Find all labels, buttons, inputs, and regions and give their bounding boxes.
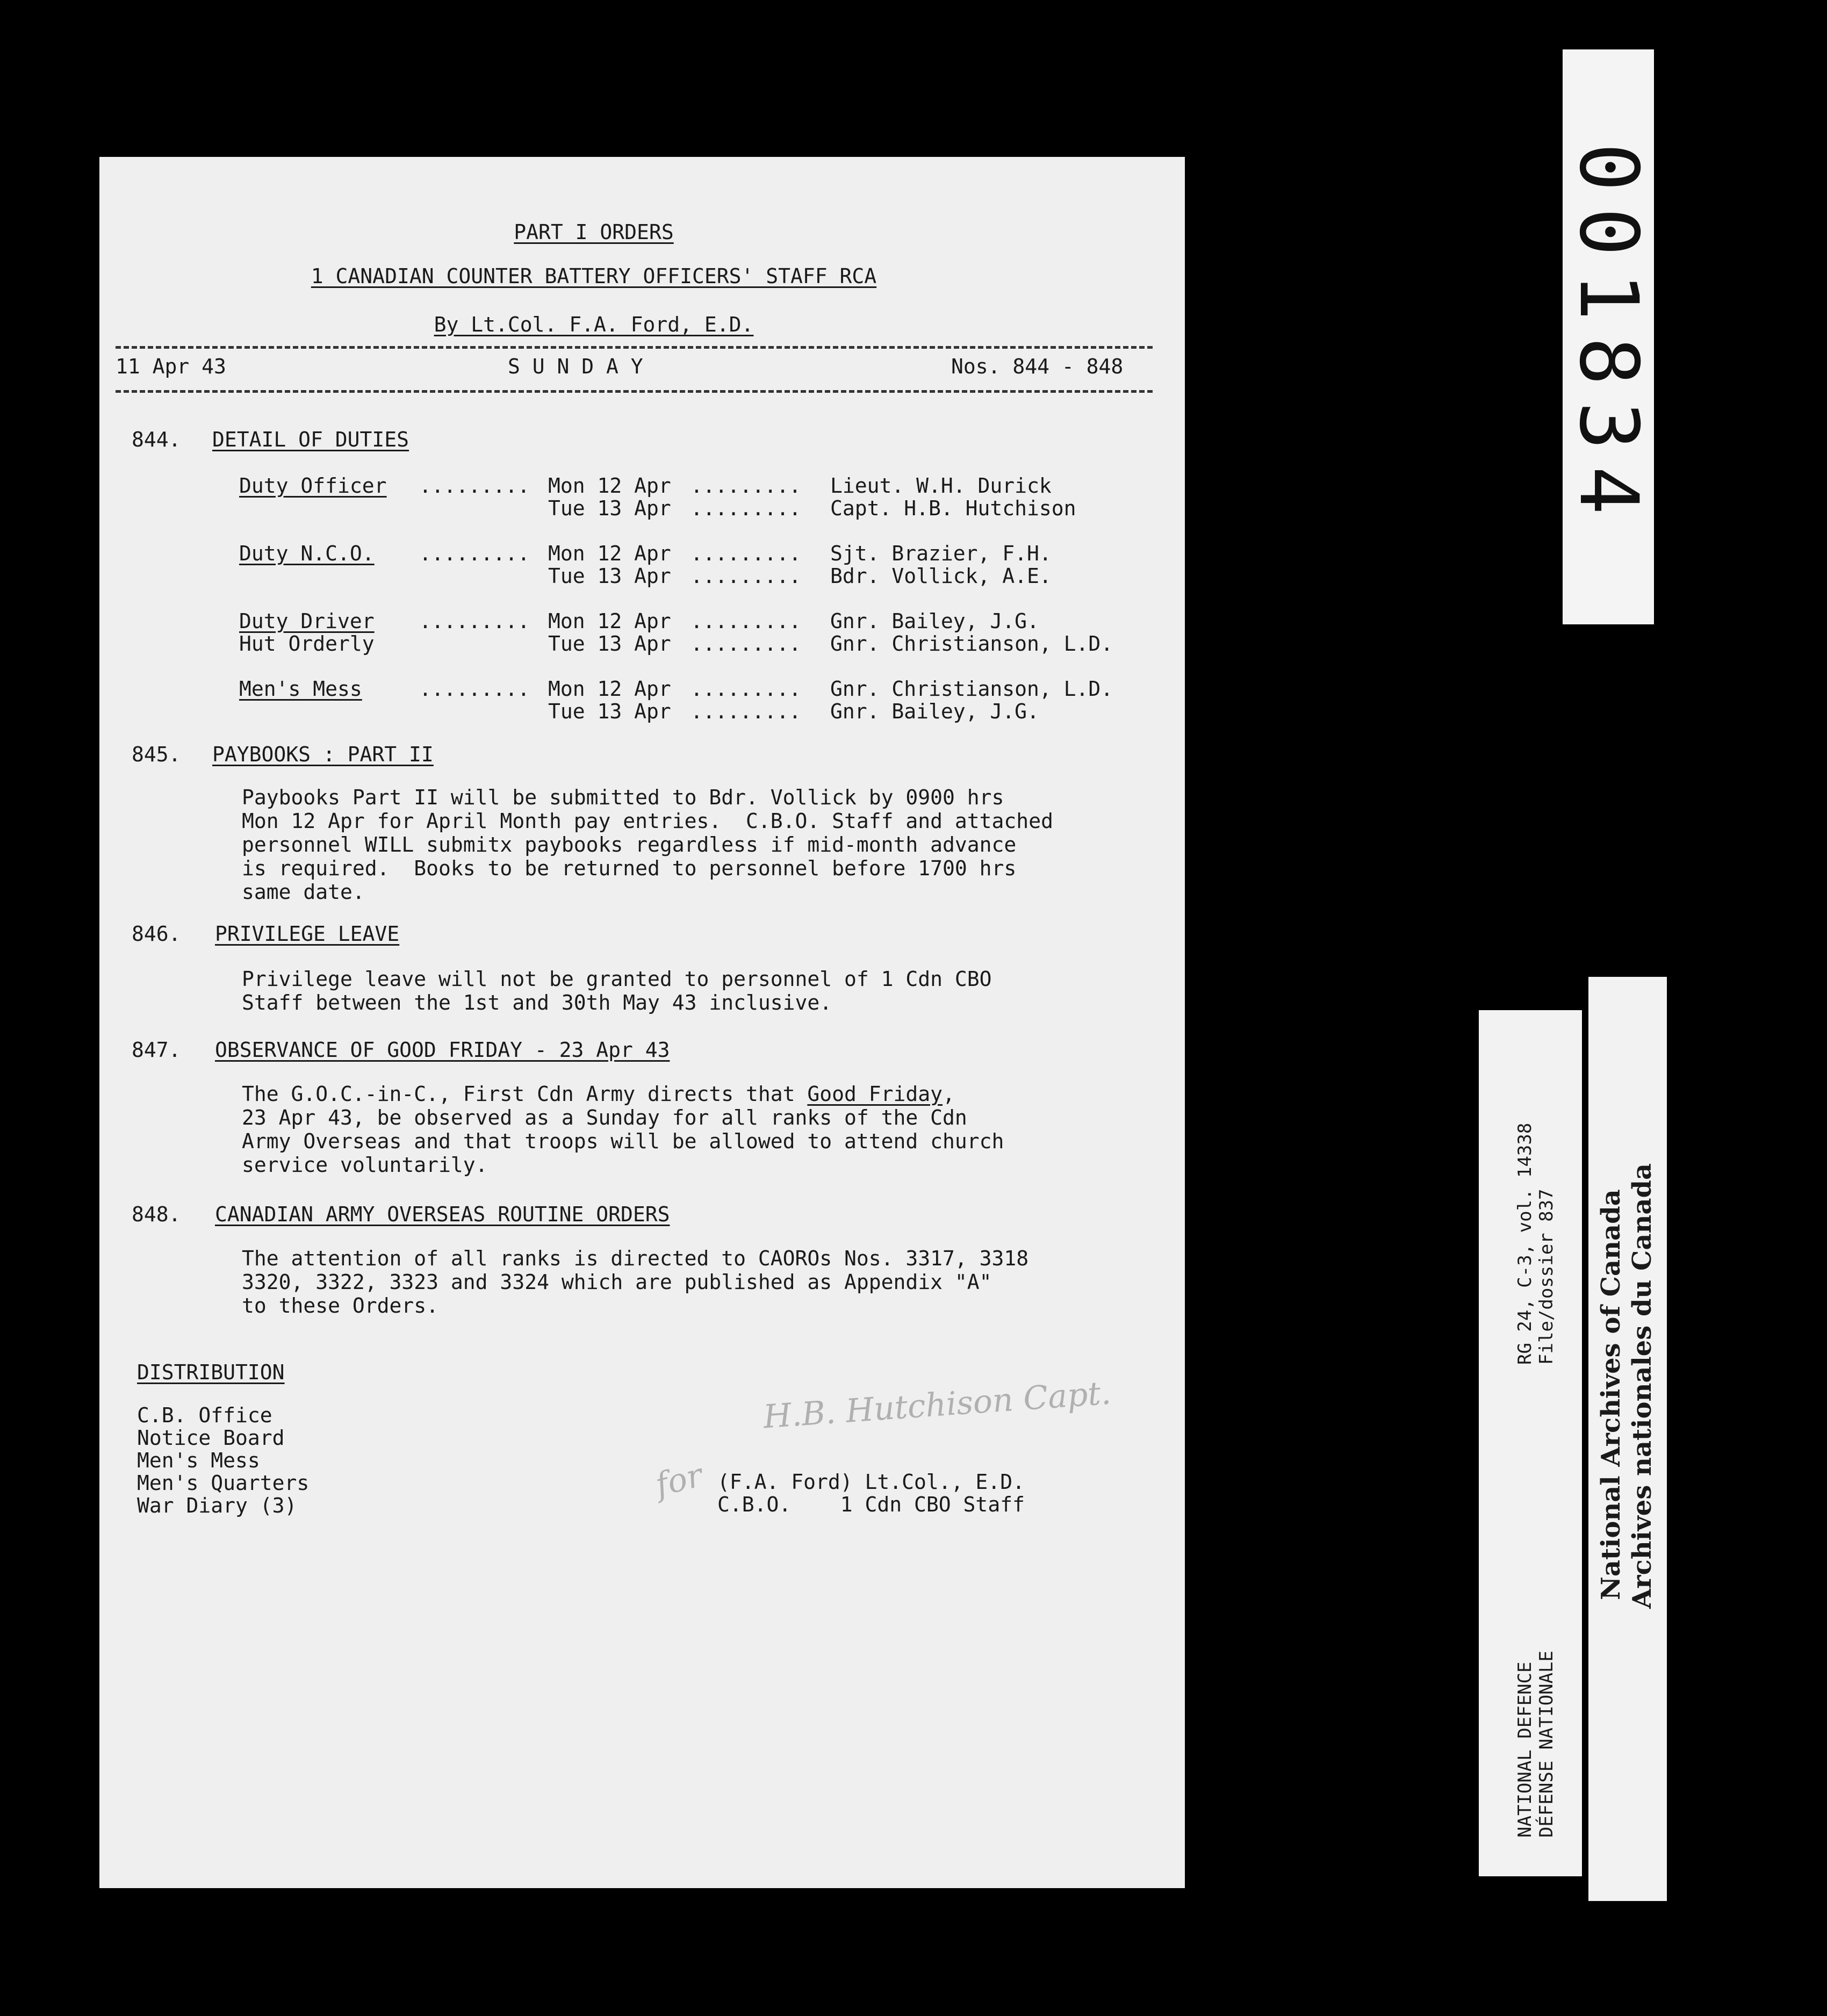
duty-person: Bdr. Vollick, A.E. (830, 564, 1052, 588)
section-847-body-first-line (242, 1082, 955, 1106)
section-848-title: CANADIAN ARMY OVERSEAS ROUTINE ORDERS (215, 1203, 670, 1226)
duty-leader-dots: ......... (690, 496, 801, 520)
duty-date: Mon 12 Apr (548, 542, 671, 565)
list-item: War Diary (3) (137, 1494, 297, 1517)
duty-date: Tue 13 Apr (548, 700, 671, 723)
signature-line-1: (F.A. Ford) Lt.Col., E.D. (717, 1470, 1025, 1494)
duty-person: Gnr. Bailey, J.G. (830, 609, 1039, 633)
section-845-body: Paybooks Part II will be submitted to Bdr. Vollick by 0900 hrs Mon 12 Apr for April Month pay entries. C.B.O. Staff and attached personnel WILL submitx paybooks regardless if mid-month advance is required. Books to be returned to personnel before 1700 hrs same date. (242, 786, 1053, 904)
section-848-body: The attention of all ranks is directed to CAOROs Nos. 3317, 3318 3320, 3322, 3323 and 3324 which are published as Appendix "A" to these Orders. (242, 1247, 1029, 1317)
duty-role: Men's Mess (239, 677, 362, 701)
archive-ref-line-2: File/dossier 837 (1536, 1189, 1557, 1365)
duty-person: Gnr. Bailey, J.G. (830, 700, 1039, 723)
issued-by: By Lt.Col. F.A. Ford, E.D. (434, 313, 754, 336)
list-item: Men's Quarters (137, 1471, 310, 1495)
duty-leader-dots: ......... (690, 700, 801, 723)
header-rule-top (116, 346, 1153, 349)
duty-date: Mon 12 Apr (548, 474, 671, 498)
archive-reference-label (1479, 1010, 1582, 1876)
signature-line-2: C.B.O. 1 Cdn CBO Staff (717, 1493, 1025, 1516)
duty-date: Mon 12 Apr (548, 677, 671, 701)
section-847-number: 847. (132, 1038, 181, 1062)
section-848-number: 848. (132, 1203, 181, 1226)
section-847-title: OBSERVANCE OF GOOD FRIDAY - 23 Apr 43 (215, 1038, 670, 1062)
duty-leader-dots: ......... (419, 474, 530, 498)
duty-leader-dots: ......... (419, 609, 530, 633)
list-item: C.B. Office (137, 1403, 272, 1427)
section-845-title: PAYBOOKS : PART II (212, 743, 434, 766)
department-french: DÉFENSE NATIONALE (1536, 1651, 1557, 1838)
frame-number-stamp (1563, 49, 1654, 624)
order-day: S U N D A Y (508, 355, 643, 378)
frame-number: 001834 (1562, 143, 1655, 531)
duty-date: Mon 12 Apr (548, 609, 671, 633)
handwritten-for: for (651, 1456, 707, 1504)
distribution-title: DISTRIBUTION (137, 1360, 285, 1384)
duty-role: Duty N.C.O. (239, 542, 375, 565)
department-english: NATIONAL DEFENCE (1514, 1661, 1536, 1838)
duty-leader-dots: ......... (690, 609, 801, 633)
section-844-number: 844. (132, 428, 181, 451)
section-846-number: 846. (132, 922, 181, 946)
orders-title: PART I ORDERS (514, 220, 674, 244)
list-item: Men's Mess (137, 1449, 260, 1472)
archives-english: National Archives of Canada (1596, 1189, 1626, 1600)
section-846-title: PRIVILEGE LEAVE (215, 922, 400, 946)
duty-person: Sjt. Brazier, F.H. (830, 542, 1052, 565)
section-844-title: DETAIL OF DUTIES (212, 428, 409, 451)
duty-leader-dots: ......... (690, 542, 801, 565)
body-text: , (943, 1082, 955, 1106)
body-text: The G.O.C.-in-C., First Cdn Army directs that (242, 1082, 808, 1106)
duty-leader-dots: ......... (690, 677, 801, 701)
duty-leader-dots: ......... (690, 474, 801, 498)
section-845-number: 845. (132, 743, 181, 766)
duty-person: Capt. H.B. Hutchison (830, 496, 1076, 520)
order-date: 11 Apr 43 (116, 355, 226, 378)
duty-leader-dots: ......... (419, 542, 530, 565)
duty-role: Duty Driver (239, 609, 375, 633)
duty-leader-dots: ......... (419, 677, 530, 701)
duty-date: Tue 13 Apr (548, 496, 671, 520)
handwritten-signature: H.B. Hutchison Capt. (762, 1374, 1112, 1436)
national-archives-label (1588, 977, 1667, 1901)
section-847-body: 23 Apr 43, be observed as a Sunday for all ranks of the Cdn Army Overseas and that troops will be allowed to attend church service voluntarily. (242, 1106, 1004, 1177)
order-sheet (99, 157, 1185, 1888)
list-item: Notice Board (137, 1426, 285, 1450)
duty-date: Tue 13 Apr (548, 564, 671, 588)
duty-role: Hut Orderly (239, 632, 375, 656)
section-846-body: Privilege leave will not be granted to personnel of 1 Cdn CBO Staff between the 1st and 30th May 43 inclusive. (242, 967, 992, 1014)
duty-date: Tue 13 Apr (548, 632, 671, 656)
duty-role: Duty Officer (239, 474, 387, 498)
good-friday-emphasis: Good Friday (807, 1082, 943, 1106)
order-numbers: Nos. 844 - 848 (951, 355, 1124, 378)
duty-person: Lieut. W.H. Durick (830, 474, 1052, 498)
archives-french: Archives nationales du Canada (1627, 1163, 1657, 1609)
duty-leader-dots: ......... (690, 564, 801, 588)
header-rule-bottom (116, 390, 1153, 393)
archive-ref-line-1: RG 24, C-3, vol. 14338 (1514, 1122, 1536, 1365)
duty-person: Gnr. Christianson, L.D. (830, 677, 1113, 701)
unit-name: 1 CANADIAN COUNTER BATTERY OFFICERS' STAFF RCA (311, 264, 877, 288)
duty-person: Gnr. Christianson, L.D. (830, 632, 1113, 656)
duty-leader-dots: ......... (690, 632, 801, 656)
